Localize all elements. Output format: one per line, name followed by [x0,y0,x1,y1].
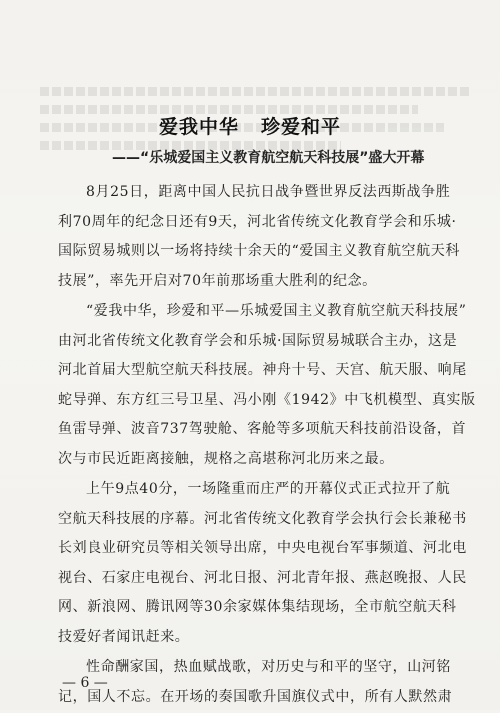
document-subtitle: ——“乐城爱国主义教育航空航天科技展”盛大开幕 [112,150,425,166]
page-number: — 6 — [62,675,108,691]
title-part-1: 爱我中华 [158,116,239,138]
paragraph-2: “爱我中华，珍爱和平—乐城爱国主义教育航空航天科技展” 由河北省传统文化教育学会和乐城·国际贸易城联合主办，这是 河北首届大型航空航天科技展。神舟十号、天宫、航天服、响尾 蛇导弹、东方红三号卫星、冯小刚《1942》中飞机模型、真实版 鱼雷导弹、波音737驾驶舱、客舱等多项航天科技前沿设备，首 次与市民近距离接触，规格之高堪称河北历来之最。 [58,303,476,467]
document-body [58,178,476,713]
title-part-2: 珍爱和平 [261,116,342,138]
document-title [0,112,500,139]
paragraph-4: 性命酬家国，热血赋战歌，对历史与和平的坚守，山河铭 记，国人不忘。在开场的奏国歌升国旗仪式中，所有人默然肃 [58,659,453,705]
paragraph-3: 上午9点40分，一场隆重而庄严的开幕仪式正式拉开了航 空航天科技展的序幕。河北省传统文化教育学会执行会长兼秘书 长刘良业研究员等相关领导出席，中央电视台军事频道、河北电 视台、石家庄电视台、河北日报、河北青年报、燕赵晚报、人民 网、新浪网、腾讯网等30余家媒体集结现场，全市航空航天科 技爱好者闻讯赶来。 [58,481,467,645]
paragraph-1: 8月25日，距离中国人民抗日战争暨世界反法西斯战争胜 利70周年的纪念日还有9天，河北省传统文化教育学会和乐城· 国际贸易城则以一场将持续十余天的“爱国主义教育航空航天科 技展”，率先开启对70年前那场重大胜利的纪念。 [58,184,460,289]
